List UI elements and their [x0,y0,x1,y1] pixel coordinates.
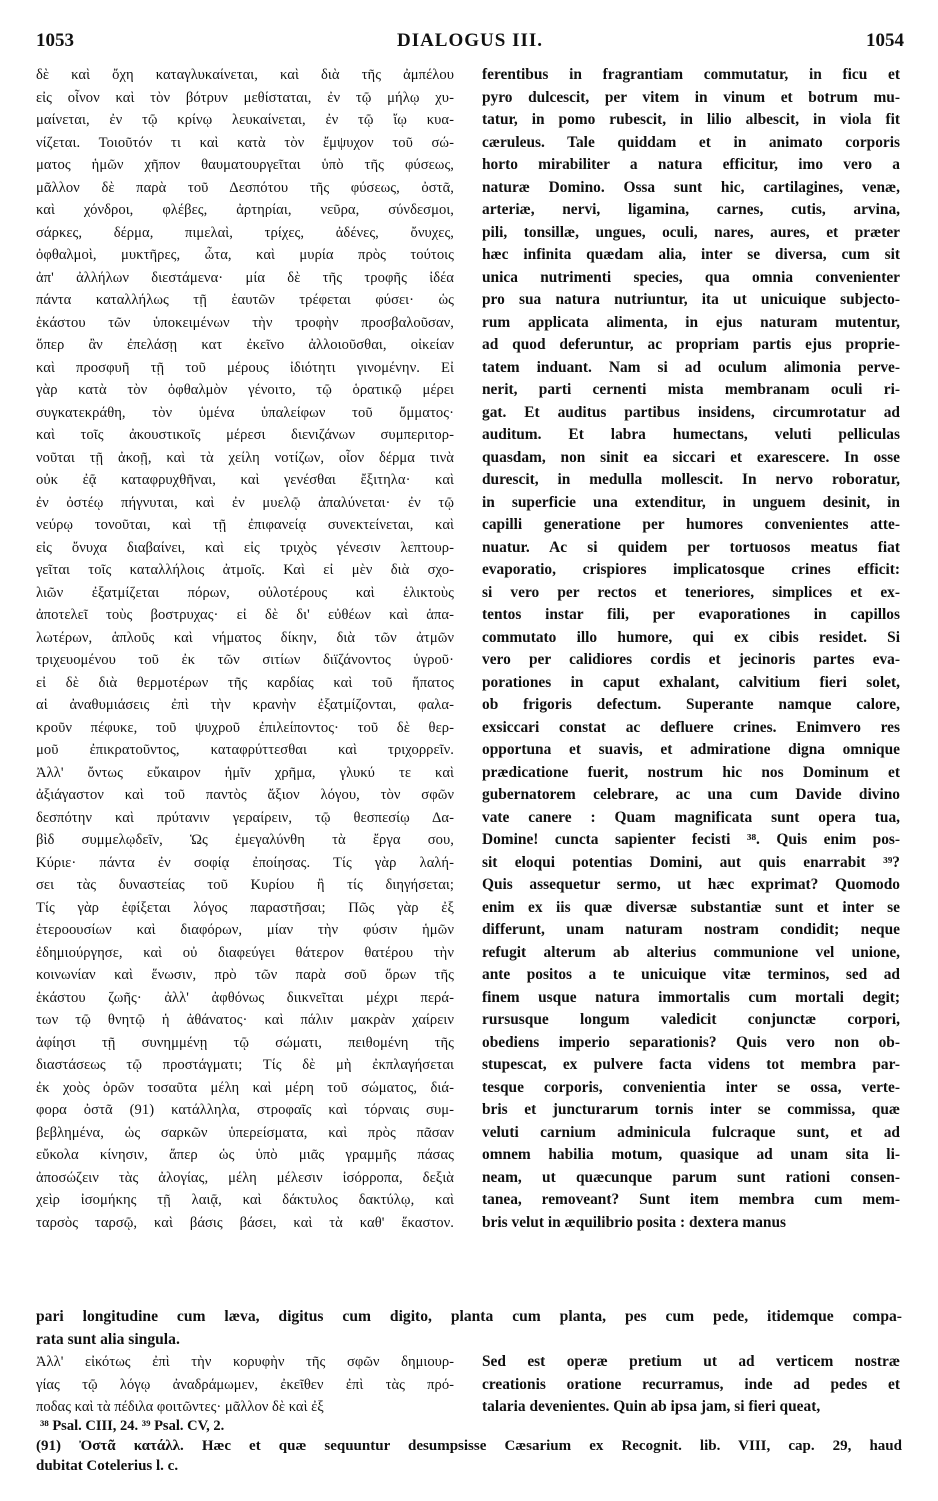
greek-text-line: ματος ἡμῶν χῆπον θαυματουργεῖται ὑπὸ τῆς φύσεως, [36,157,454,173]
greek-text-line: εἰς ὄνυχα διαβαίνει, καὶ εἰς τριχὸς γένεσιν λεπτουρ- [36,539,454,556]
greek-text-line: δὲ καὶ ὄχη καταγλυκαίνεται, καὶ διὰ τῆς ἀμπέλου [36,67,454,83]
latin-text-line: pro sua natura nutriuntur, ita ut unicuique subjecto- [482,291,900,308]
latin-text-line: hæc infinita quædam alia, inter se diversa, cum sit [482,246,900,263]
latin-column [482,64,900,1234]
latin-text-line: naturæ Domino. Ossa sunt hic, cartilagines, venæ, [482,178,900,196]
latin-text-line: tesque corporis, convenientia inter se ossa, verte- [482,1078,900,1096]
greek-text-line: εὔκολα κίνησιν, ἅπερ ὡς ὑπὸ μιᾶς γραμμῆς πάσας [36,1147,454,1163]
greek-text-line: καὶ τοῖς ἀκουστικοῖς μέρεσι διενιζάνων συμπεριτορ- [36,427,454,443]
greek-text-line: συγκατεκράθη, τὸν ὑμένα ὑπαλείφων τοῦ ὄμματος· [36,404,454,421]
latin-column-section-2 [482,1351,900,1419]
greek-text-line: σάρκες, δέρμα, πιμελαὶ, τρίχες, ἀδένες, ὄνυχες, [36,224,454,241]
greek-text-line: βεβλημένα, ὡς σαρκῶν ὑπερείσματα, καὶ πρὸς πᾶσαν [36,1124,454,1141]
latin-text-line: in superficie una extenditur, in unguem desinit, in [482,493,900,511]
footnote-line: dubitat Cotelerius l. c. [36,1458,179,1474]
latin-text-line: Quis assequetur sermo, ut hæc exprimat? Quomodo [482,876,900,893]
latin-text-line: ad quod deferuntur, ac propriam partis ejus proprie- [482,336,900,353]
greek-text-line: πάντα καταλλήλως τῇ ἑαυτῶν τρέφεται φύσει· ὡς [36,292,454,308]
greek-text-line: ἐκ χοὸς ὁρῶν τοσαῦτα μέλη καὶ μέρη τοῦ σώματος, διά- [36,1079,454,1096]
greek-text-line: σει τὰς δυναστείας τοῦ Κυρίου ἢ τίς διηγήσεται; [36,877,454,893]
greek-text-line: εἰς οἶνον καὶ τὸν βότρυν μεθίσταται, ἐν τῷ μήλῳ χυ- [36,89,454,106]
latin-text-line: evaporatio, crispiores implicatosque crines efficit: [482,561,900,578]
latin-text-line: commutato illo humore, qui ex cibis residet. Si [482,628,900,646]
greek-text-line: Τίς γὰρ ἐφίξεται λόγος παραστῆσαι; Πῶς γὰρ ἐξ [36,899,454,916]
latin-text-line: tentos instar fili, per evaporationes in capillos [482,606,900,623]
latin-text-line: pari longitudine cum læva, digitus cum digito, planta cum planta, pes cum pede, itidemque compa- [36,1308,902,1325]
latin-text-line: durescit, in medulla mollescit. In nervo roboratur, [482,471,900,488]
greek-text-line: νεύρῳ τονοῦται, καὶ τῇ ἐπιφανείᾳ συνεκτείνεται, καὶ [36,517,454,533]
greek-text-line: φορα ὀστᾶ (91) κατάλληλα, στροφαῖς καὶ τόρναις συμ- [36,1102,454,1118]
greek-text-line: δεσπότην καὶ πρύτανιν γεραίρειν, τῷ θεσπεσίῳ Δα- [36,809,454,826]
full-width-continuation [36,1306,902,1351]
latin-text-line: sit eloqui potentias Domini, aut quis enarrabit ³⁹? [482,853,900,871]
greek-text-line: καὶ προσφυῆ τῇ τοῦ μέρους ἰδιότητι γινομένην. Εἰ [36,359,454,376]
latin-text-line: ob frigoris defectum. Superante namque calore, [482,696,900,713]
latin-text-line: pili, tonsillæ, ungues, oculi, nares, aures, et præter [482,223,900,241]
latin-text-line: veluti carnium adminicula fulcraque sunt, et ad [482,1123,900,1141]
greek-text-line: Ἀλλ' εἰκότως ἐπὶ τὴν κορυφὴν τῆς σφῶν δημιουρ- [36,1354,454,1370]
footnote-line: (91) Ὀστᾶ κατάλλ. Hæc et quæ sequuntur desumpsisse Cæsarium ex Recognit. lib. VIII, cap. 29, haud [36,1438,902,1454]
greek-text-line: ταρσὸς ταρσῷ, καὶ βάσις βάσει, καὶ τὰ καθ' ἕκαστον. [36,1214,454,1231]
greek-text-line: αἱ ἀναθυμιάσεις ἐπὶ τὴν κρανὴν ἐξατμίζονται, φαλα- [36,697,454,713]
latin-text-line: rata sunt alia singula. [36,1330,180,1348]
greek-text-line: μαίνεται, ἐν τῷ κρίνῳ λευκαίνεται, ἐν τῷ ἴῳ κυα- [36,112,454,128]
latin-text-line: stupescat, ex pulvere facta videns tot membra par- [482,1056,900,1073]
latin-text-line: ante positos a te unicuique vitæ terminos, sed ad [482,966,900,983]
latin-text-line: pyro dulcescit, per vitem in vinum et botrum mu- [482,88,900,106]
latin-text-line: ferentibus in fragrantiam commutatur, in ficu et [482,66,900,83]
latin-text-line: omnem habilia motum, quasique ad unam sita li- [482,1146,900,1163]
latin-text-line: opportuna et suavis, et admiratione digna omnique [482,741,900,758]
greek-text-line: λωτέρων, ἁπλοῦς καὶ νήματος δίκην, διὰ τῶν ἀτμῶν [36,629,454,646]
greek-text-line: ἑτεροουσίων καὶ διαφόρων, μίαν τὴν φύσιν ἡμῶν [36,922,454,938]
latin-text-line: gat. Et auditus partibus insidens, circumrotatur ad [482,403,900,421]
latin-text-line: si vero per rectos et teneriores, simplices et ex- [482,583,900,601]
page-number-left: 1053 [36,30,74,51]
latin-text-line: rursusque longum valedicit conjunctæ corpori, [482,1011,900,1028]
greek-text-line: ἀποσώζειν τὰς ἀλογίας, μέλη μέλεσιν ἰσόρροπα, δεξιὰ [36,1169,454,1186]
greek-text-line: ἐν ὀστέῳ πήγνυται, καὶ ἐν μυελῷ ἀπαλύνεται· ἐν τῷ [36,494,454,511]
greek-text-line: τριχευομένου τοῦ ἐκ τῶν σιτίων διϊζάνοντος ὑγροῦ· [36,652,454,668]
greek-text-line: ἐδημιούργησε, καὶ οὐ διαφεύγει θάτερον θατέρου τὴν [36,944,454,961]
latin-text-line: creationis oratione recurramus, inde ad pedes et [482,1375,900,1393]
latin-text-line: refugit alterum ab alterius communione vel unione, [482,943,900,961]
latin-text-line: talaria devenientes. Quin ab ipsa jam, si fieri queat, [482,1398,821,1415]
latin-text-line: capilli generatione per humores convenientes atte- [482,516,900,533]
latin-text-line: tatur, in pomo rubescit, in lilio albescit, in viola fit [482,111,900,128]
greek-text-line: γεῖται τοῖς καταλλήλοις ἀτμοῖς. Καὶ εἰ μὲν διὰ σχο- [36,562,454,578]
editorial-footnote [36,1436,902,1476]
latin-text-line: auditum. Et labra humectans, veluti pelliculas [482,426,900,443]
greek-column-section-2 [36,1351,454,1419]
latin-text-line: cæruleus. Tale quiddam et in animato corporis [482,133,900,151]
latin-text-line: arteriæ, nervi, ligamina, carnes, cutis, arvina, [482,201,900,218]
greek-text-line: καὶ χόνδροι, φλέβες, ἀρτηρίαι, νεῦρα, σύνδεσμοι, [36,202,454,218]
greek-text-line: λιῶν ἐξατμίζεται πόρων, οὐλοτέρους καὶ ἑλικτοὺς [36,584,454,601]
greek-text-line: χεὶρ ἰσομήκης τῇ λαιᾷ, καὶ δάκτυλος δακτύλῳ, καὶ [36,1192,454,1208]
scripture-references: ³⁸ Psal. CIII, 24. ³⁹ Psal. CV, 2. [40,1418,225,1434]
greek-text-line: διαστάσεως τῷ προστάγματι; Τίς δὲ μὴ ἐκπλαγήσεται [36,1057,454,1073]
latin-text-line: gubernatorem celebrare, ac una cum Davide divino [482,786,900,803]
latin-text-line: obediens imperio separationis? Quis vero non ob- [482,1033,900,1051]
greek-text-line: Κύριε· πάντα ἐν σοφίᾳ ἐποίησας. Τίς γὰρ λαλή- [36,854,454,871]
latin-text-line: porationes in caput exhalant, calvitium fieri solet, [482,673,900,691]
greek-text-line: ἀπ' ἀλλήλων διεστάμενα· μία δὲ τῆς τροφῆς ἰδέα [36,269,454,286]
running-header [36,30,904,56]
greek-text-line: μᾶλλον δὲ παρὰ τοῦ Δεσπότου τῆς φύσεως, ὀστᾶ, [36,179,454,196]
latin-text-line: bris et juncturarum tornis inter se commissa, quæ [482,1101,900,1118]
latin-text-line: neam, ut quæcunque parum sunt rationi consen- [482,1168,900,1186]
latin-text-line: Sed est operæ pretium ut ad verticem nostræ [482,1353,900,1370]
latin-text-line: differunt, unam naturam nostram condidit; neque [482,921,900,938]
greek-text-line: μοῦ ἐπικρατοῦντος, καταφρύττεσθαι καὶ τριχορρεῖν. [36,742,454,758]
greek-text-line: νίζεται. Τοιοῦτόν τι καὶ κατὰ τὸν ἔμψυχον τοῦ σώ- [36,134,454,151]
greek-text-line: ἀφίησι τῇ συνημμένῃ τῷ σώματι, πειθομένη τῆς [36,1034,454,1051]
greek-text-line: ὀφθαλμοὶ, μυκτῆρες, ὦτα, καὶ μυρία πρὸς τούτοις [36,247,454,263]
greek-text-line: ἀξιάγαστον καὶ τοῦ παντὸς ἄξιον λόγου, τὸν σφῶν [36,787,454,803]
greek-text-line: νοῦται τῇ ἀκοῇ, καὶ τὰ χείλη νοτίζων, οἷον δέρμα τινὰ [36,449,454,466]
running-title: DIALOGUS III. [396,30,544,51]
latin-text-line: horto mirabiliter a natura efficitur, imo vero a [482,156,900,173]
greek-text-line: κροῦν πέφυκε, τοῦ ψυχροῦ ἐπιλείποντος· τοῦ δὲ θερ- [36,719,454,736]
latin-text-line: prædicatione fuerit, nostrum hic nos Dominum et [482,763,900,781]
latin-text-line: enim ex iis quæ diversæ substantiæ sunt et inter se [482,898,900,916]
greek-text-line: γίας τῷ λόγῳ ἀναδράμωμεν, ἐκεῖθεν ἐπὶ τὰς πρό- [36,1376,454,1393]
latin-text-line: vate canere : Quam magnificata sunt opera tua, [482,808,900,826]
latin-text-line: finem usque natura immortalis cum mortali degit; [482,988,900,1006]
latin-text-line: quasdam, non sinit ea siccari et exarescere. In osse [482,448,900,466]
latin-text-line: nuatur. Ac si quidem per tortuosos meatus fiat [482,538,900,556]
greek-text-line: κοινωνίαν καὶ ἕνωσιν, πρὸ τῶν παρὰ σοῦ ὅρων τῆς [36,967,454,983]
latin-text-line: rum applicata alimenta, in ejus naturam mutentur, [482,313,900,331]
latin-text-line: nerit, parti cernenti mista membranam oculi ri- [482,381,900,398]
greek-text-line: ἑκάστου ζωῆς· ἀλλ' ἀφθόνως διικνεῖται μέχρι περά- [36,989,454,1006]
latin-text-line: Domine! cuncta sapienter fecisti ³⁸. Quis enim pos- [482,831,900,848]
greek-text-line: εἰ δὲ διὰ θερμοτέρων τῆς καρδίας καὶ τοῦ ἥπατος [36,674,454,691]
latin-text-line: exsiccari constat ac defluere crines. Enimvero res [482,718,900,736]
greek-text-line: ὅπερ ἂν ἐπελάσῃ κατ ἐκεῖνο ἀλλοιοῦσθαι, οἰκείαν [36,337,454,353]
greek-text-line: βὶδ συμμελῳδεῖν, Ὡς ἐμεγαλύνθη τὰ ἔργα σου, [36,832,454,848]
greek-text-line: των τῷ θνητῷ ἡ ἀθάνατος· καὶ πάλιν μακρὰν χαίρειν [36,1012,454,1028]
latin-text-line: unica nutrimenti species, qua omnia convenienter [482,268,900,286]
latin-text-line: tatem induant. Nam si ad oculum alimonia perve- [482,358,900,376]
latin-text-line: bris velut in æquilibrio posita : dextera manus [482,1213,786,1231]
greek-text-line: ἑκάστου τῶν ὑποκειμένων τὴν τροφὴν προσβαλοῦσαν, [36,314,454,331]
greek-text-line: ἀποτελεῖ τοὺς βοστρυχας· εἰ δὲ δι' εὐθέων καὶ ἁπα- [36,607,454,623]
page-number-right: 1054 [866,30,904,51]
greek-column [36,64,454,1234]
greek-text-line: οὐκ ἐᾷ καταφρυχθῆναι, καὶ γενέσθαι ἔξιτηλα· καὶ [36,472,454,488]
latin-text-line: tanea, removeant? Sunt item membra cum mem- [482,1191,900,1208]
latin-text-line: vero per calidiores cordis et jecinoris partes eva- [482,651,900,668]
greek-text-line: γὰρ κατὰ τὸν ὀφθαλμὸν γένοιτο, τῷ ὁρατικῷ μέρει [36,382,454,398]
greek-text-line: ποδας καὶ τὰ πέδιλα φοιτῶντες· μᾶλλον δὲ καὶ ἐξ [36,1399,324,1415]
greek-text-line: Ἀλλ' ὄντως εὔκαιρον ἡμῖν χρῆμα, γλυκύ τε καὶ [36,764,454,781]
